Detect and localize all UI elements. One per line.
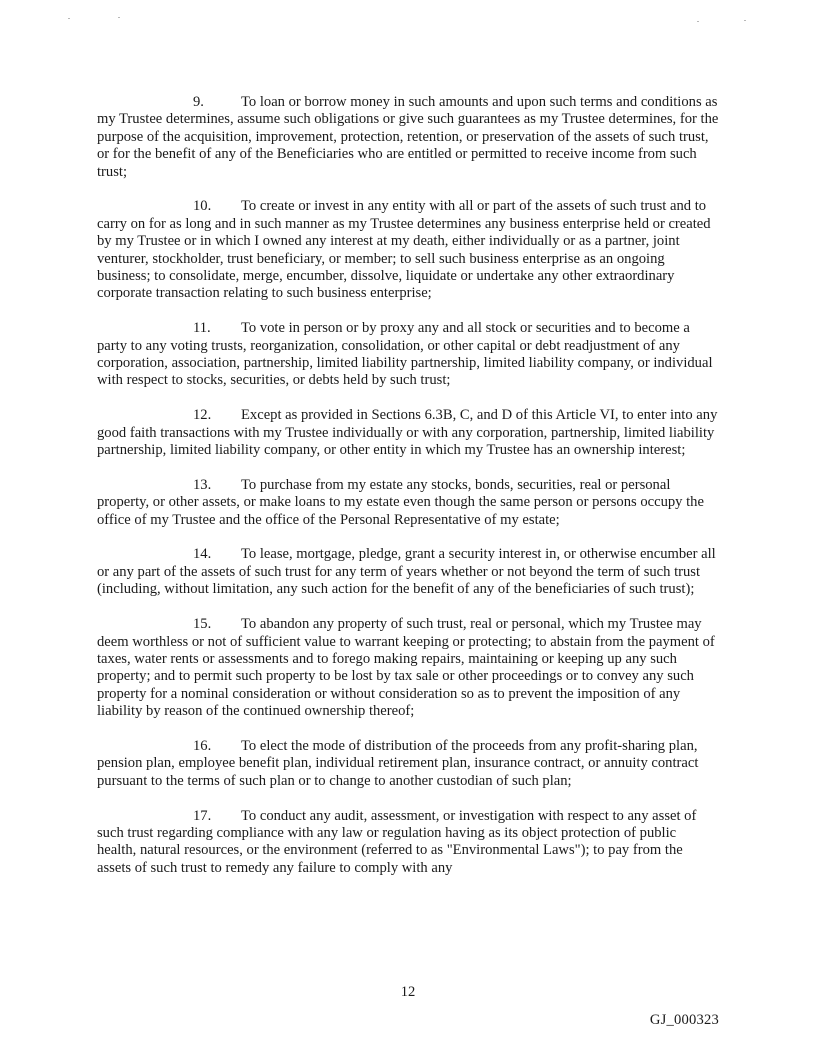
scan-speck <box>68 18 70 19</box>
bates-number: GJ_000323 <box>649 1012 719 1028</box>
paragraph-text: To create or invest in any entity with all or part of the assets of such trust and to carry on for as long and in such manner as my Trustee determines any business enterprise held or created by my Trustee or in which I owned any interest at my death, either individually or as a partner, joint venturer, stockholder, trust beneficiary, or member; to sell such business enterprise as an ongoing business; to consolidate, merge, encumber, dissolve, liquidate or undertake any other extraordinary corporate transaction relating to such business enterprise; <box>97 198 711 302</box>
paragraph-17 <box>97 808 719 878</box>
paragraph-number: 10. <box>193 198 212 215</box>
paragraph-number: 9. <box>193 94 204 110</box>
paragraph-13 <box>97 477 719 529</box>
paragraph-16 <box>97 738 719 790</box>
paragraph-number: 13. <box>193 476 212 493</box>
paragraph-10 <box>97 198 719 302</box>
paragraph-text: To loan or borrow money in such amounts and upon such terms and conditions as my Trustee determines, assume such obligations or give such guarantees as my Trustee determines, for the purpose of the acquisition, improvement, protection, retention, or preservation of the assets of such trust, or for the benefit of any of the Beneficiaries who are entitled or permitted to receive income from such trust; <box>97 94 719 180</box>
paragraph-number: 17. <box>193 807 212 824</box>
scan-speck <box>118 17 120 18</box>
paragraph-text: To abandon any property of such trust, real or personal, which my Trustee may deem worthless or not of sufficient value to warrant keeping or protecting; to abstain from the payment of taxes, water rents or assessments and to forego making repairs, maintaining or keeping up any such property; and to permit such property to be lost by tax sale or other proceedings or to convey any such property for a nominal consideration or without consideration so as to prevent the imposition of any liability by reason of the continued ownership thereof; <box>97 616 715 720</box>
paragraph-9 <box>97 94 719 181</box>
paragraph-number: 12. <box>193 407 212 424</box>
scan-speck <box>697 21 699 22</box>
paragraph-11 <box>97 320 719 390</box>
paragraph-12 <box>97 407 719 459</box>
paragraph-number: 14. <box>193 546 212 563</box>
paragraph-text: To lease, mortgage, pledge, grant a security interest in, or otherwise encumber all or any part of the assets of such trust for any term of years whether or not beyond the term of such trust (including, without limitation, any such action for the benefit of any of the beneficiaries of such trust); <box>97 546 716 598</box>
paragraph-number: 11. <box>193 320 211 337</box>
scan-speck <box>744 20 746 21</box>
paragraph-text: To purchase from my estate any stocks, bonds, securities, real or personal property, or other assets, or make loans to my estate even though the same person or persons occupy the office of my Trustee and the office of the Personal Representative of my estate; <box>97 476 704 528</box>
paragraph-number: 15. <box>193 616 212 633</box>
paragraph-14 <box>97 546 719 598</box>
paragraph-number: 16. <box>193 737 212 754</box>
paragraph-text: To vote in person or by proxy any and all stock or securities and to become a party to any voting trusts, reorganization, consolidation, or other capital or debt readjustment of any corporation, association, partnership, limited liability partnership, limited liability company, or individual with respect to stocks, securities, or debts held by such trust; <box>97 320 713 389</box>
paragraph-15 <box>97 616 719 720</box>
paragraph-text: To elect the mode of distribution of the proceeds from any profit-sharing plan, pension plan, employee benefit plan, individual retirement plan, insurance contract, or annuity contract pursuant to the terms of such plan or to change to another custodian of such plan; <box>97 737 699 789</box>
paragraph-text: Except as provided in Sections 6.3B, C, and D of this Article VI, to enter into any good faith transactions with my Trustee individually or with any corporation, partnership, limited liability partnership, limited liability company, or other entity in which my Trustee has an ownership interest; <box>97 407 718 459</box>
body-text <box>97 94 719 895</box>
page-number: 12 <box>400 984 416 1000</box>
paragraph-text: To conduct any audit, assessment, or investigation with respect to any asset of such trust regarding compliance with any law or regulation having as its object protection of public health, natural resources, or the environment (referred to as "Environmental Laws"); to pay from the assets of such trust to remedy any failure to comply with any <box>97 807 697 876</box>
